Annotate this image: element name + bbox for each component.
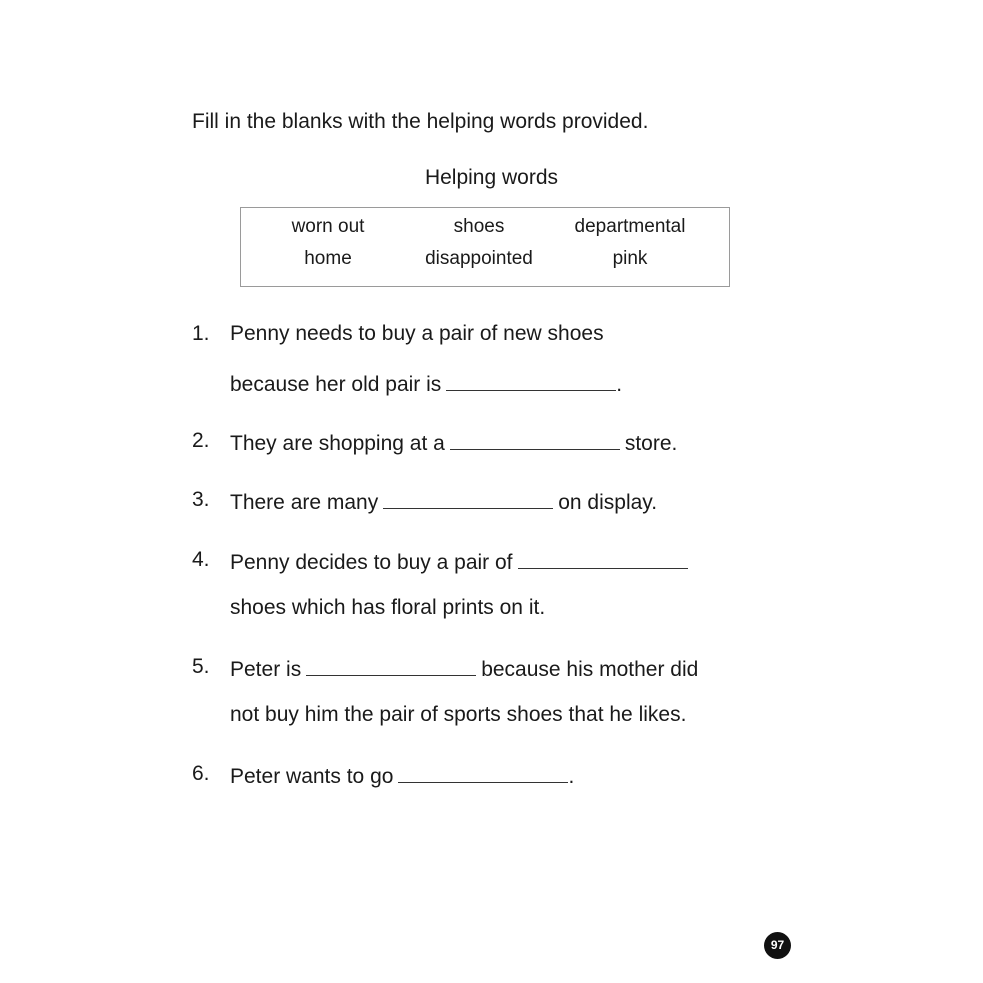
- page-number-badge: 97: [764, 932, 791, 959]
- question-number: 3.: [192, 488, 210, 511]
- answer-blank[interactable]: [446, 370, 616, 391]
- question-text-segment: .: [568, 765, 575, 788]
- helping-word: disappointed: [425, 248, 533, 269]
- question-text-segment: They are shopping at a: [230, 432, 445, 455]
- question-text: [230, 762, 574, 789]
- question-text-segment: Penny decides to buy a pair of: [230, 551, 513, 574]
- question-number: 6.: [192, 762, 210, 785]
- question-text-segment: because his mother did: [481, 658, 699, 681]
- helping-word: shoes: [453, 216, 505, 237]
- question-text: [230, 370, 622, 397]
- answer-blank[interactable]: [398, 762, 568, 783]
- answer-blank[interactable]: [306, 655, 476, 676]
- helping-words-title: Helping words: [424, 166, 559, 189]
- question-text-segment: There are many: [230, 491, 379, 514]
- instruction-text: Fill in the blanks with the helping words provided.: [192, 110, 649, 133]
- answer-blank[interactable]: [518, 548, 688, 569]
- question-number: 5.: [192, 655, 210, 678]
- helping-word: home: [304, 248, 352, 269]
- answer-blank[interactable]: [450, 429, 620, 450]
- question-text: Penny needs to buy a pair of new shoes: [230, 322, 604, 345]
- helping-word: pink: [612, 248, 648, 269]
- question-number: 2.: [192, 429, 210, 452]
- question-text: [230, 429, 677, 456]
- question-text: not buy him the pair of sports shoes that he likes.: [230, 703, 687, 726]
- question-text-segment: Peter wants to go: [230, 765, 394, 788]
- helping-words-box: [240, 207, 730, 287]
- question-text: [230, 488, 657, 515]
- question-text-segment: store.: [624, 432, 678, 455]
- question-text: [230, 655, 698, 682]
- question-text-segment: on display.: [558, 491, 658, 514]
- helping-word: departmental: [574, 216, 686, 237]
- question-text-segment: because her old pair is: [230, 373, 442, 396]
- helping-word: worn out: [291, 216, 365, 237]
- answer-blank[interactable]: [383, 488, 553, 509]
- question-text-segment: Peter is: [230, 658, 302, 681]
- question-text: [230, 548, 693, 575]
- question-number: 4.: [192, 548, 210, 571]
- question-text-segment: .: [616, 373, 623, 396]
- question-text: shoes which has floral prints on it.: [230, 596, 546, 619]
- question-number: 1.: [192, 322, 210, 345]
